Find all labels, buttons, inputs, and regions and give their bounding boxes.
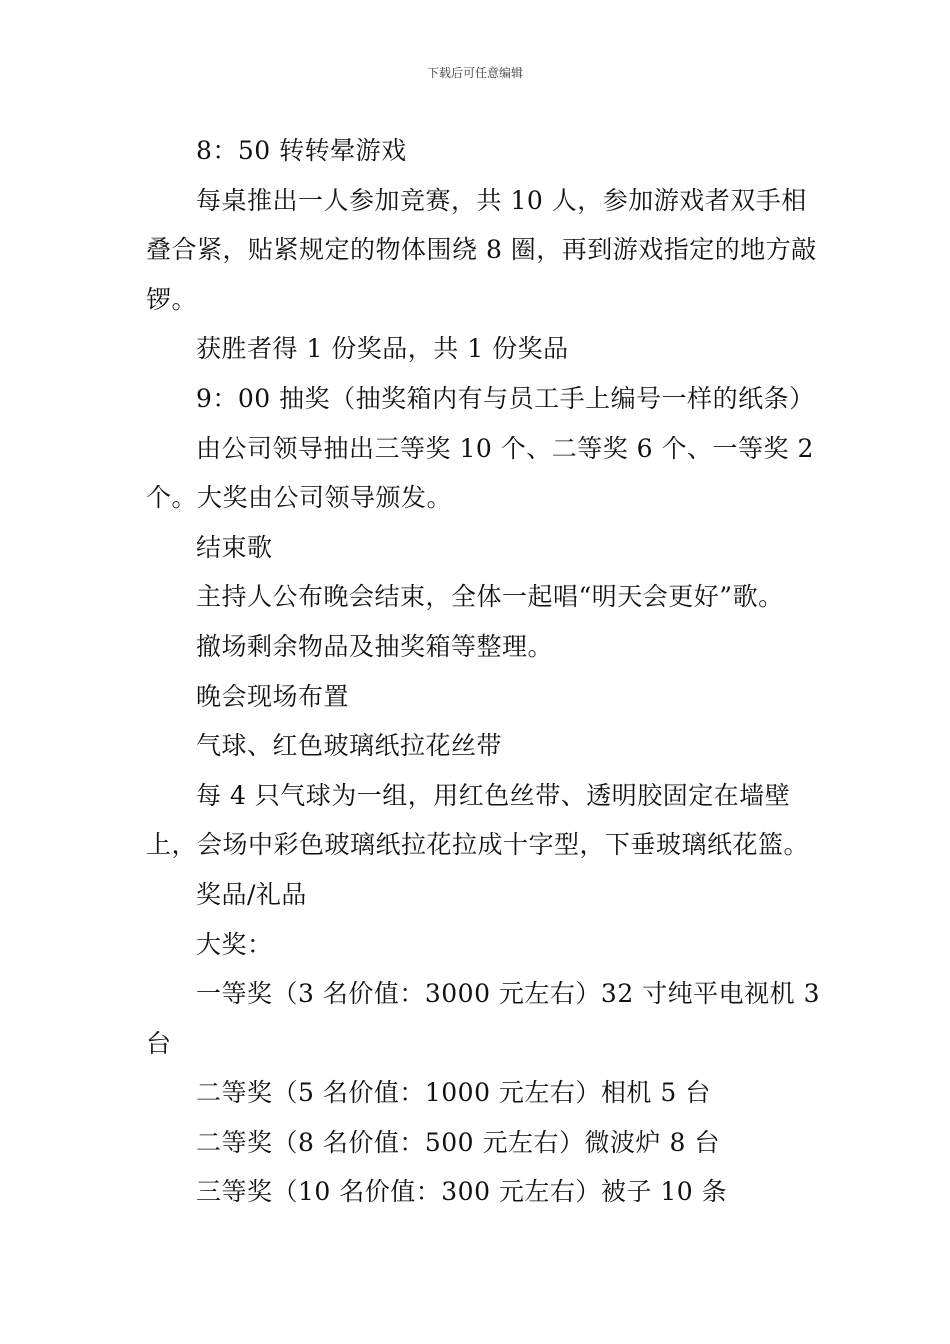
paragraph-dizzy-game-prize: 获胜者得 1 份奖品，共 1 份奖品 <box>196 334 569 364</box>
paragraph-venue-setup-heading: 晚会现场布置 <box>196 681 350 711</box>
paragraph-closing-song: 结束歌 <box>196 532 273 562</box>
paragraph-host-announcement: 主持人公布晚会结束，全体一起唱“明天会更好”歌。 <box>196 582 784 612</box>
paragraph-second-prize-camera: 二等奖（5 名价值：1000 元左右）相机 5 台 <box>196 1078 711 1108</box>
paragraph-cleanup: 撤场剩余物品及抽奖箱等整理。 <box>196 631 554 661</box>
document-body <box>146 126 826 1217</box>
page-header: 下载后可任意编辑 <box>426 66 523 80</box>
paragraph-balloon-setup: 每 4 只气球为一组，用红色丝带、透明胶固定在墙壁上，会场中彩色玻璃纸拉花拉成十字型，下垂玻璃纸花篮。 <box>146 780 810 860</box>
paragraph-lottery-details: 由公司领导抽出三等奖 10 个、二等奖 6 个、一等奖 2 个。大奖由公司领导颁发。 <box>146 433 814 513</box>
paragraph-lottery-time: 9：00 抽奖（抽奖箱内有与员工手上编号一样的纸条） <box>196 383 815 413</box>
paragraph-prizes-heading: 奖品/礼品 <box>196 879 307 909</box>
paragraph-dizzy-game-time: 8：50 转转晕游戏 <box>196 136 407 165</box>
paragraph-grand-prize-heading: 大奖： <box>196 929 273 959</box>
paragraph-third-prize: 三等奖（10 名价值：300 元左右）被子 10 条 <box>196 1177 728 1207</box>
paragraph-decorations: 气球、红色玻璃纸拉花丝带 <box>196 731 503 761</box>
paragraph-second-prize-microwave: 二等奖（8 名价值：500 元左右）微波炉 8 台 <box>196 1127 720 1157</box>
paragraph-first-prize: 一等奖（3 名价值：3000 元左右）32 寸纯平电视机 3 台 <box>146 979 821 1058</box>
paragraph-dizzy-game-rules: 每桌推出一人参加竞赛，共 10 人，参加游戏者双手相叠合紧，贴紧规定的物体围绕 8 圈，再到游戏指定的地方敲锣。 <box>146 185 817 314</box>
